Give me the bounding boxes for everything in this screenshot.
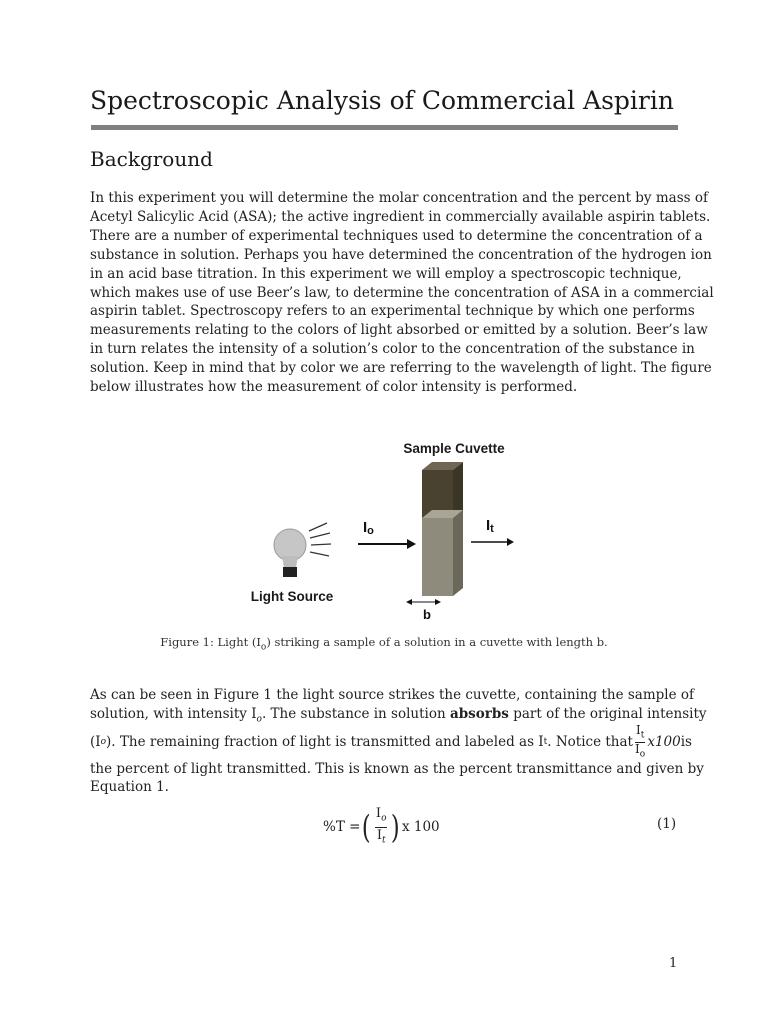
title-divider: [91, 125, 678, 130]
bold-term-absorbs: absorbs: [449, 705, 509, 722]
transmitted-fraction: $\frac{I_t}{I_o}$: [635, 722, 646, 760]
path-length-label: b: [423, 607, 431, 622]
transmitted-beam-arrow: [471, 538, 514, 546]
paragraph-line: in an acid base titration. In this experiment we will employ a spectroscopic technique,: [90, 265, 682, 282]
sample-cuvette-label: Sample Cuvette: [403, 441, 505, 456]
paragraph-line: Acetyl Salicylic Acid (ASA); the active ingredient in commercially available aspirin tablets.: [90, 208, 711, 225]
paragraph-line: measurements relating to the colors of light absorbed or emitted by a solution. Beer’s law: [90, 322, 708, 339]
figure-1-diagram: [240, 432, 530, 627]
paragraph-line: the percent of light transmitted. This is known as the percent transmittance and given by: [90, 760, 704, 777]
transmittance-paragraph: [90, 686, 707, 797]
cuvette-solution-side: [453, 510, 463, 596]
paragraph-line: There are a number of experimental techniques used to determine the concentration of a: [90, 227, 703, 244]
paragraph-line: aspirin tablet. Spectroscopy refers to an experimental technique by which one performs: [90, 303, 695, 320]
paragraph-line: which makes use of use Beer’s law, to determine the concentration of ASA in a commercial: [90, 284, 714, 301]
paragraph-line: (I o ). The remaining fraction of light is transmitted and labeled as I t . Notice that $\frac{I_t}{I_o}$ x100 is: [90, 722, 692, 760]
background-paragraph: [90, 189, 714, 397]
light-source-label: Light Source: [250, 589, 334, 604]
paragraph-line: As can be seen in Figure 1 the light source strikes the cuvette, containing the sample of: [90, 687, 695, 703]
figure-caption: Figure 1: Light $(I_o)$ striking a sample of a solution in a cuvette with length b.: [160, 635, 608, 653]
incident-beam-arrow: [358, 539, 416, 549]
paragraph-line: solution, with intensity $I_o$. The substance in solution absorbs part of the original intensity: [90, 705, 707, 725]
document-title: Spectroscopic Analysis of Commercial Aspirin: [90, 86, 674, 115]
page-number: 1: [669, 956, 678, 971]
equation-number: (1): [657, 816, 677, 832]
path-length-marker: [406, 599, 441, 605]
paragraph-line: substance in solution. Perhaps you have determined the concentration of the hydrogen ion: [90, 246, 712, 263]
cuvette: [422, 462, 463, 596]
bulb-base: [283, 567, 297, 577]
cuvette-dark-side: [453, 462, 463, 518]
paragraph-line: In this experiment you will determine the molar concentration and the percent by mass of: [90, 190, 708, 206]
paragraph-line: below illustrates how the measurement of color intensity is performed.: [90, 379, 578, 396]
light-bulb-icon: [274, 523, 331, 577]
it-label: It: [486, 517, 494, 535]
paragraph-line: in turn relates the intensity of a solution’s color to the concentration of the substance in: [90, 341, 695, 358]
io-label: Io: [363, 519, 374, 537]
equation-1: %T = ( $\frac{I_o}{I_t}$ ) x 100: [323, 806, 440, 848]
cuvette-solution-front: [422, 518, 453, 596]
paragraph-line: Equation 1.: [90, 779, 169, 796]
equation-fraction: $\frac{I_o}{I_t}$: [375, 806, 387, 846]
paragraph-line: solution. Keep in mind that by color we are referring to the wavelength of light. The figure: [90, 360, 712, 377]
section-heading-background: Background: [90, 147, 213, 171]
bulb-neck: [282, 556, 298, 568]
